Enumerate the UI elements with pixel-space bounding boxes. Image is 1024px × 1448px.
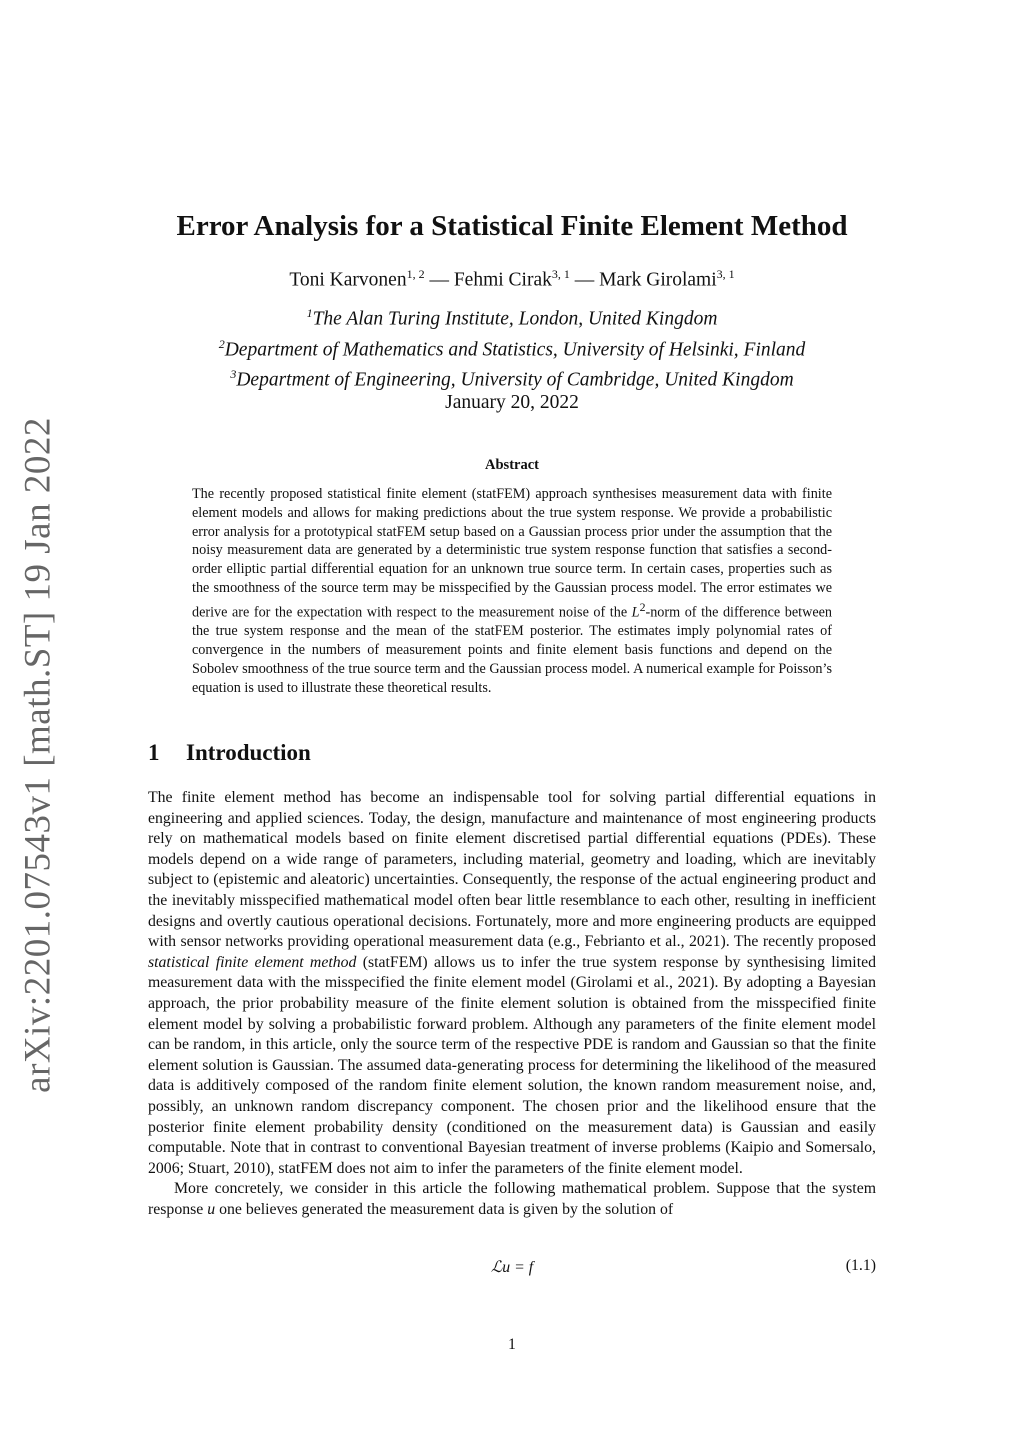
paragraph-text: one believes generated the measurement data is given by the solution of <box>215 1200 674 1218</box>
affiliation-mark: 2 <box>218 336 225 351</box>
equation-body: ℒu = f <box>490 1259 534 1276</box>
paragraph-text: The finite element method has become an indispensable tool for solving partial differential equations in engineering and applied sciences. Today, the design, manufacture and maintenance of most engineering products rely on mathematical models based on finite element discretised partial differential equations (PDEs). These models depend on a wide range of parameters, including material, geometry and loading, which are inevitably subject to (epistemic and aleatoric) uncertainties. Consequently, the response of the actual engineering product and the inevitably misspecified mathematical model often bear little resemblance to each other, resulting in inefficient designs and overtly cautious operational decisions. Fortunately, more and more engineering products are equipped with sensor networks providing operational measurement data (e.g., Febrianto et al., 2021). The recently proposed <box>148 789 876 951</box>
paragraph <box>148 788 876 1179</box>
arxiv-sidebar-stamp <box>17 417 59 1093</box>
affiliation-mark: 1 <box>306 306 313 320</box>
arxiv-identifier: arXiv:2201.07543v1 [math.ST] 19 Jan 2022 <box>17 417 59 1093</box>
author-name: Mark Girolami <box>599 269 717 291</box>
math-symbol: L <box>631 604 640 621</box>
math-superscript: 2 <box>639 599 646 614</box>
paper-title: Error Analysis for a Statistical Finite Element Method <box>176 210 848 242</box>
affiliation <box>0 332 1024 363</box>
author-separator: — <box>569 269 600 291</box>
paragraph-text: More concretely, we consider in this article the following mathematical problem. Suppose that the system response <box>148 1180 876 1218</box>
emphasized-term: statistical finite element method <box>148 953 357 971</box>
affiliation-mark: 3 <box>230 367 237 381</box>
display-equation <box>148 1257 876 1279</box>
affiliation <box>0 301 1024 332</box>
section-heading <box>148 740 311 766</box>
affiliation-text: Department of Engineering, University of Cambridge, United Kingdom <box>236 369 794 391</box>
author-affiliation-mark: 1, 2 <box>406 267 425 281</box>
author-list <box>0 267 1024 292</box>
abstract-body <box>192 485 832 698</box>
abstract-heading: Abstract <box>485 457 539 473</box>
paragraph <box>148 1179 876 1220</box>
equation-number: (1.1) <box>845 1257 876 1274</box>
affiliation-list <box>0 301 1024 393</box>
author-name: Fehmi Cirak <box>453 269 552 291</box>
abstract-text: The recently proposed statistical finite element (statFEM) approach synthesises measurement data with finite element models and allows for making predictions about the true system response. We provide a probabilistic error analysis for a prototypical statFEM setup based on a Gaussian process prior under the assumption that the noisy measurement data are generated by a deterministic true system response function that satisfies a second-order elliptic partial differential equation for an unknown true source term. In certain cases, properties such as the smoothness of the source term may be misspecified by the Gaussian process model. The error estimates we derive are for the expectation with respect to the measurement noise of the <box>192 486 832 621</box>
abstract-text: -norm of the difference between the true system response and the mean of the statFEM posterior. The estimates imply polynomial rates of convergence in the numbers of measurement points and finite element basis functions and depend on the Sobolev smoothness of the true source term and the Gaussian process model. A numerical example for Poisson’s equation is used to illustrate these theoretical results. <box>192 604 833 696</box>
affiliation <box>0 362 1024 393</box>
section-title: Introduction <box>186 740 311 765</box>
math-variable: u <box>207 1200 216 1218</box>
affiliation-text: Department of Mathematics and Statistics, University of Helsinki, Finland <box>224 339 806 360</box>
paper-date: January 20, 2022 <box>445 392 579 413</box>
author-affiliation-mark: 3, 1 <box>551 267 570 281</box>
author-separator: — <box>424 269 454 291</box>
author-affiliation-mark: 3, 1 <box>716 267 735 281</box>
section-body <box>148 788 876 1220</box>
author-name: Toni Karvonen <box>289 269 407 291</box>
affiliation-text: The Alan Turing Institute, London, United Kingdom <box>312 308 718 330</box>
paragraph-text: (statFEM) allows us to infer the true system response by synthesising limited measurement data with the misspecified the finite element model (Girolami et al., 2021). By adopting a Bayesian approach, the prior probability measure of the finite element solution is obtained from the misspecified finite element model by solving a probabilistic forward problem. Although any parameters of the finite element model can be random, in this article, only the source term of the respective PDE is random and Gaussian so that the finite element solution is Gaussian. The assumed data-generating process for determining the likelihood of the measured data is additively composed of the random finite element solution, the known random measurement noise, and, possibly, an unknown random discrepancy component. The chosen prior and the likelihood ensure that the posterior finite element probability density (conditioned on the measurement data) is Gaussian and easily computable. Note that in contrast to conventional Bayesian treatment of inverse problems (Kaipio and Somersalo, 2006; Stuart, 2010), statFEM does not aim to infer the parameters of the finite element model. <box>148 953 876 1177</box>
section-number: 1 <box>148 740 160 765</box>
page-number: 1 <box>508 1336 516 1353</box>
